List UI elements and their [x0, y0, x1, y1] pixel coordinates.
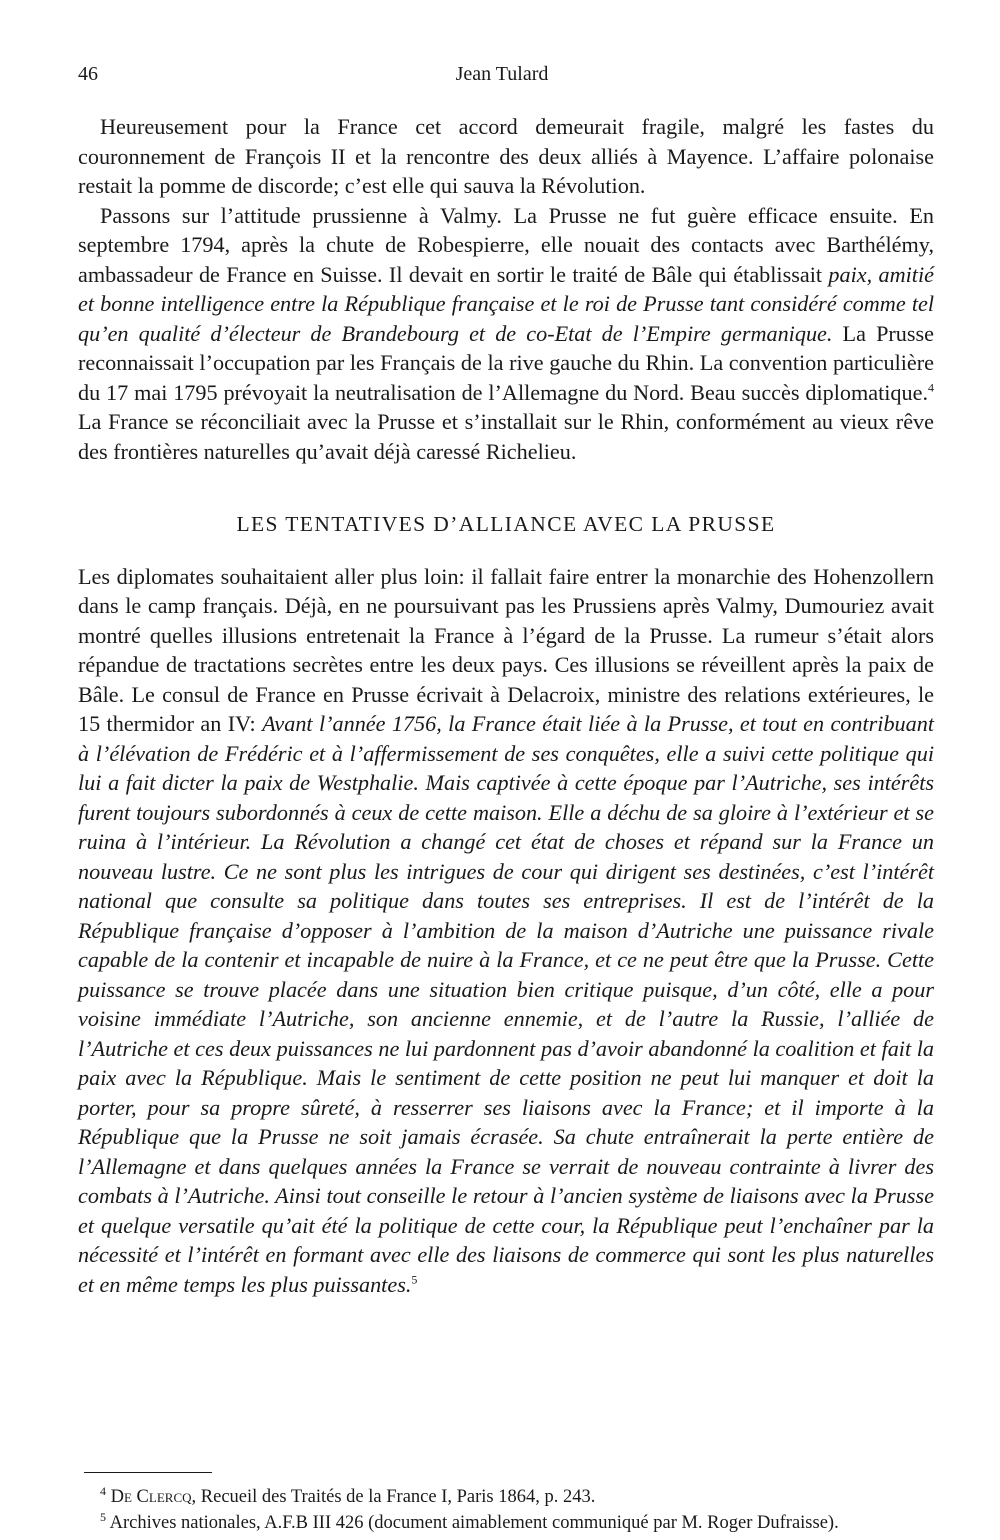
footnote-4-text: , Recueil des Traités de la France I, Paris 1864, p. 243. [191, 1487, 596, 1507]
paragraph-1: Heureusement pour la France cet accord demeurait fragile, malgré les fastes du couronnement de François II et la rencontre des deux alliés à Mayence. L’affaire polonaise restait la pomme de discorde; c’est elle qui sauva la Révolution. [78, 114, 934, 198]
footnote-ref-4[interactable]: 4 [928, 380, 934, 395]
running-head: Jean Tulard [455, 63, 549, 85]
footnote-5-text: Archives nationales, A.F.B III 426 (document aimablement communiqué par M. Roger Dufraisse). [109, 1513, 839, 1533]
paragraph-2-text-a: Passons sur l’attitude prussienne à Valmy. La Prusse ne fut guère efficace ensuite. En septembre 1794, après la chute de Robespierre, elle nouait des contacts avec Barthélémy, ambassadeur de France en Suisse. Il devait en sortir le traité de Bâle qui établissait [78, 202, 934, 287]
consul-letter-quote: Avant l’année 1756, la France était liée à la Prusse, et tout en contribuant à l’élévation de Frédéric et à l’affermissement de ses conquêtes, elle a suivi cette politique qui lui a fait dicter la paix de Westphalie. Mais captivée à cette époque par l’Autriche, ses intérêts furent toujours subordonnés à ceux de cette maison. Elle a déchu de sa gloire à l’extérieur et se ruina à l’intérieur. La Révolution a changé cet état de choses et répand sur la France un nouveau lustre. Ce ne sont plus les intrigues de cour qui dirigent ses destinées, c’est l’intérêt national que consulte sa politique dans toutes ses entreprises. Il est de l’intérêt de la République française d’opposer à l’ambition de la maison d’Autriche une puissance rivale capable de la contenir et incapable de nuire à la France, et ce ne peut être que la Prusse. Cette puissance se trouve placée dans une situation bien critique puisque, d’un côté, elle a pour voisine immédiate l’Autriche, son ancienne ennemie, et de l’autre la Russie, l’alliée de l’Autriche et ces deux puissances ne lui pardonnent pas d’avoir abandonné la coalition et fait la paix avec la République. Mais le sentiment de cette position ne peut lui manquer et doit la porter, pour sa propre sûreté, à resserrer ses liaisons avec la France; et il importe à la République que la Prusse ne soit jamais écrasée. Sa chute entraînerait la perte entière de l’Allemagne et dans quelques années la France se verrait de nouveau contrainte à livrer des combats à l’Autriche. Ainsi tout conseille le retour à l’ancien système de liaisons avec la Prusse et quelque versatile qu’ait été la politique de cette cour, la République peut l’enchaîner par la nécessité et l’intérêt en formant avec elle des liaisons de commerce qui sont les plus naturelles et en même temps les plus puissantes. [78, 711, 934, 1297]
footnote-separator [84, 1472, 212, 1473]
footnote-ref-5[interactable]: 5 [411, 1272, 418, 1287]
paragraph-2 [78, 201, 934, 467]
footnote-author: De Clercq [110, 1487, 192, 1507]
paragraph-3 [78, 562, 934, 1300]
treaty-quote: paix, amitié et bonne intelligence entre la République française et le roi de Prusse tant considéré comme tel qu’en qualité d’électeur de Brandebourg et de co-Etat de l’Empire germanique. [78, 261, 934, 346]
section-heading: LES TENTATIVES D’ALLIANCE AVEC LA PRUSSE [236, 512, 776, 536]
footnote-4 [78, 1484, 958, 1510]
footnote-marker-5: 5 [100, 1509, 106, 1524]
footnotes [78, 1484, 958, 1536]
paragraph-2-text-c: La France se réconciliait avec la Prusse et s’installait sur le Rhin, conformément au vieux rêve des frontières naturelles qu’avait déjà caressé Richelieu. [78, 409, 934, 464]
paragraph-3-text-a: Les diplomates souhaitaient aller plus loin: il fallait faire entrer la monarchie des Hohenzollern dans le camp français. Déjà, en ne poursuivant pas les Prussiens après Valmy, Dumouriez avait montré quelles illusions entretenait la France à l’égard de la Prusse. La rumeur s’était alors répandue de tractations secrètes entre les deux pays. Ces illusions se réveillent après la paix de Bâle. Le consul de France en Prusse écrivait à Delacroix, ministre des relations extérieures, le 15 thermidor an IV: [78, 563, 934, 736]
body-text [78, 112, 934, 1299]
footnote-marker-4: 4 [100, 1483, 106, 1498]
footnote-5 [78, 1510, 958, 1536]
paragraph-2-text-b: La Prusse reconnaissait l’occupation par les Français de la rive gauche du Rhin. La convention particulière du 17 mai 1795 prévoyait la neutralisation de l’Allemagne du Nord. Beau succès diplomatique. [78, 320, 935, 405]
page-number: 46 [78, 63, 98, 85]
page-header [78, 63, 926, 93]
